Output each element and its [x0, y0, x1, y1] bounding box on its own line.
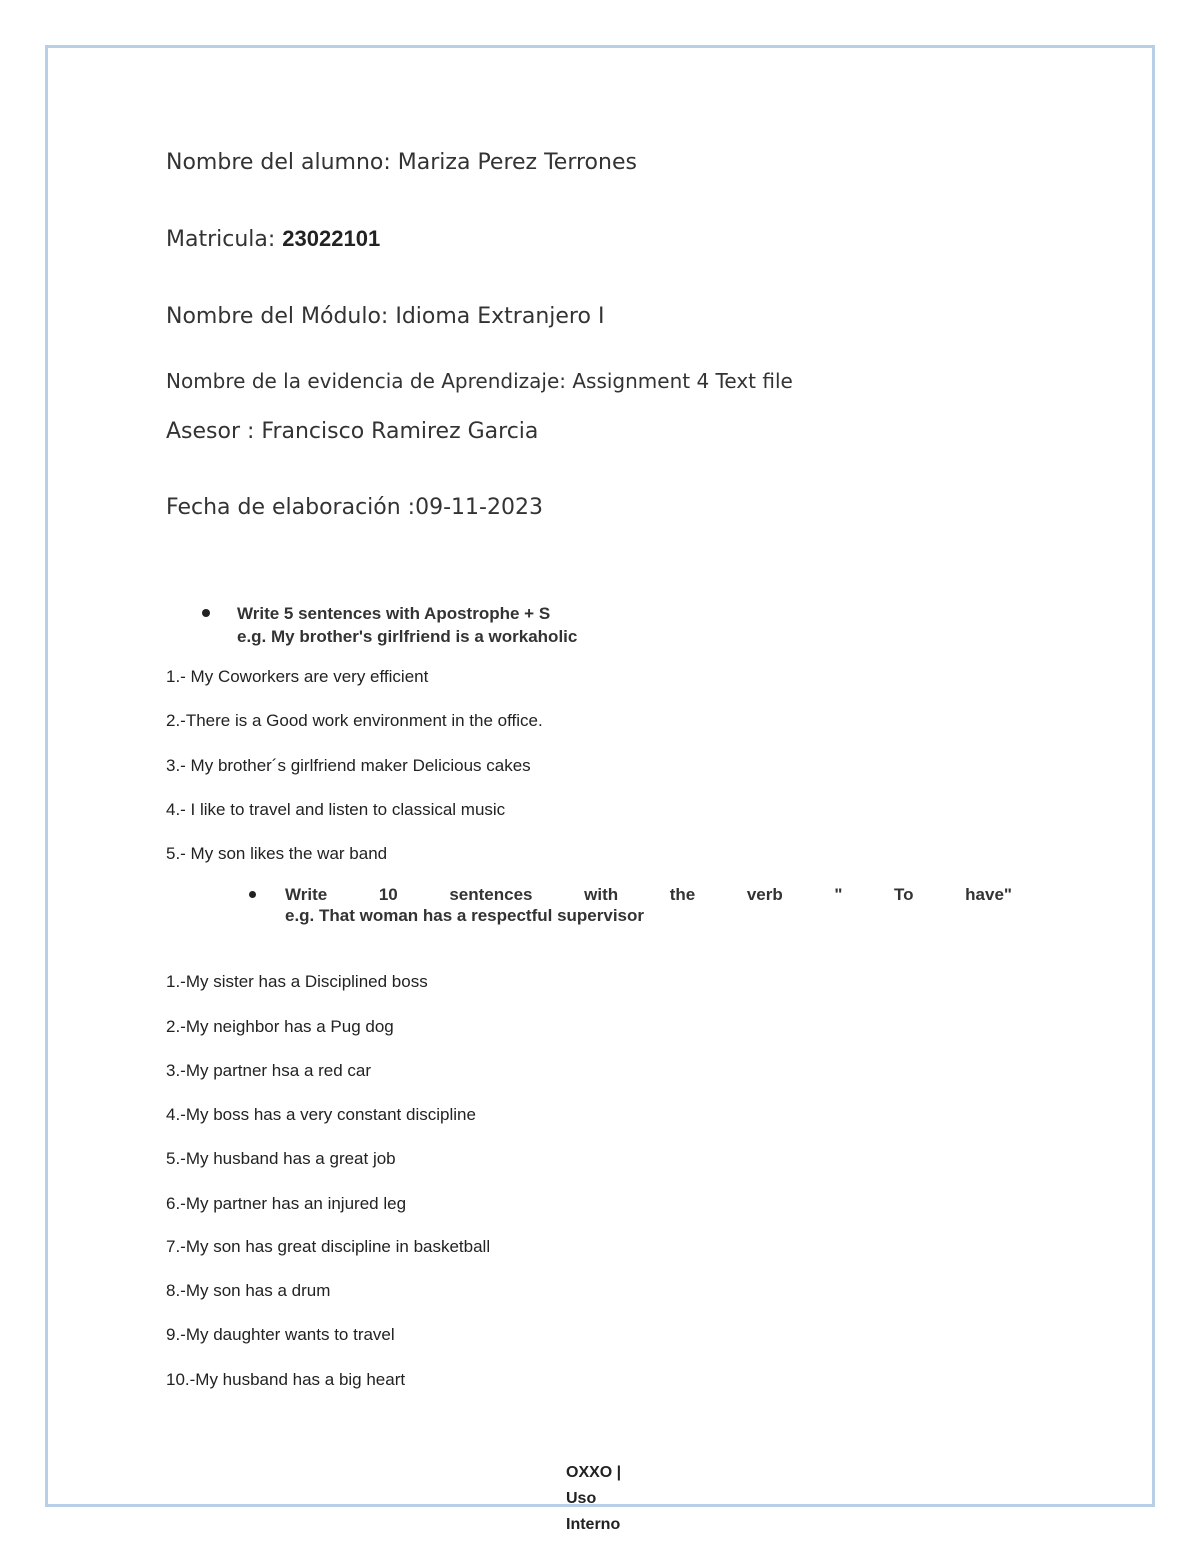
section2-sentence-10: 10.-My husband has a big heart [166, 1370, 406, 1389]
student-label: Nombre del alumno: [166, 150, 391, 175]
evidence-line: Nombre de la evidencia de Aprendizaje: Assignment 4 Text file [166, 369, 793, 393]
instruction-word: To [894, 885, 914, 904]
section1-sentence-2: 2.-There is a Good work environment in the office. [166, 711, 543, 730]
section2-sentence-4: 4.-My boss has a very constant discipline [166, 1105, 476, 1124]
instruction-word: " [834, 885, 843, 904]
footer-line-1: OXXO | [566, 1464, 622, 1481]
section1-instruction [237, 602, 577, 648]
bullet-icon [249, 891, 256, 898]
instruction-word: sentences [449, 885, 533, 904]
section2-instruction-text [285, 883, 1012, 906]
instruction-word: Write [285, 885, 328, 904]
bullet-icon [202, 609, 210, 617]
section1-instruction-text: Write 5 sentences with Apostrophe + S [237, 604, 551, 623]
section2-sentence-1: 1.-My sister has a Disciplined boss [166, 972, 428, 991]
footer-line-3: Interno [566, 1516, 621, 1533]
section1-sentence-3: 3.- My brother´s girlfriend maker Delicious cakes [166, 756, 531, 775]
advisor-line: Asesor : Francisco Ramirez Garcia [166, 419, 539, 444]
module-line: Nombre del Módulo: Idioma Extranjero I [166, 304, 605, 329]
matricula-line [166, 226, 380, 252]
section2-sentence-3: 3.-My partner hsa a red car [166, 1061, 372, 1080]
section2-example: e.g. That woman has a respectful supervisor [285, 906, 644, 925]
section1-sentence-1: 1.- My Coworkers are very efficient [166, 667, 429, 686]
instruction-word: have" [965, 885, 1012, 904]
student-name-line [166, 150, 637, 175]
section2-instruction [285, 883, 1012, 927]
matricula-label: Matricula: [166, 227, 276, 252]
section1-sentence-5: 5.- My son likes the war band [166, 844, 388, 863]
instruction-word: the [669, 885, 696, 904]
matricula-value: 23022101 [282, 226, 381, 251]
instruction-word: 10 [378, 885, 398, 904]
section2-sentence-7: 7.-My son has great discipline in basketball [166, 1237, 491, 1256]
instruction-word: verb [746, 885, 783, 904]
section1-sentence-4: 4.- I like to travel and listen to classical music [166, 800, 506, 819]
section1-example: e.g. My brother's girlfriend is a workaholic [237, 627, 578, 646]
classification-footer [566, 1460, 621, 1538]
instruction-word: with [584, 885, 619, 904]
section2-sentence-2: 2.-My neighbor has a Pug dog [166, 1017, 394, 1036]
section2-sentence-8: 8.-My son has a drum [166, 1281, 331, 1300]
footer-line-2: Uso [566, 1490, 597, 1507]
student-name: Mariza Perez Terrones [397, 150, 637, 175]
section2-sentence-6: 6.-My partner has an injured leg [166, 1194, 407, 1213]
section2-sentence-5: 5.-My husband has a great job [166, 1149, 396, 1168]
section2-sentence-9: 9.-My daughter wants to travel [166, 1325, 395, 1344]
date-line: Fecha de elaboración :09-11-2023 [166, 495, 543, 520]
